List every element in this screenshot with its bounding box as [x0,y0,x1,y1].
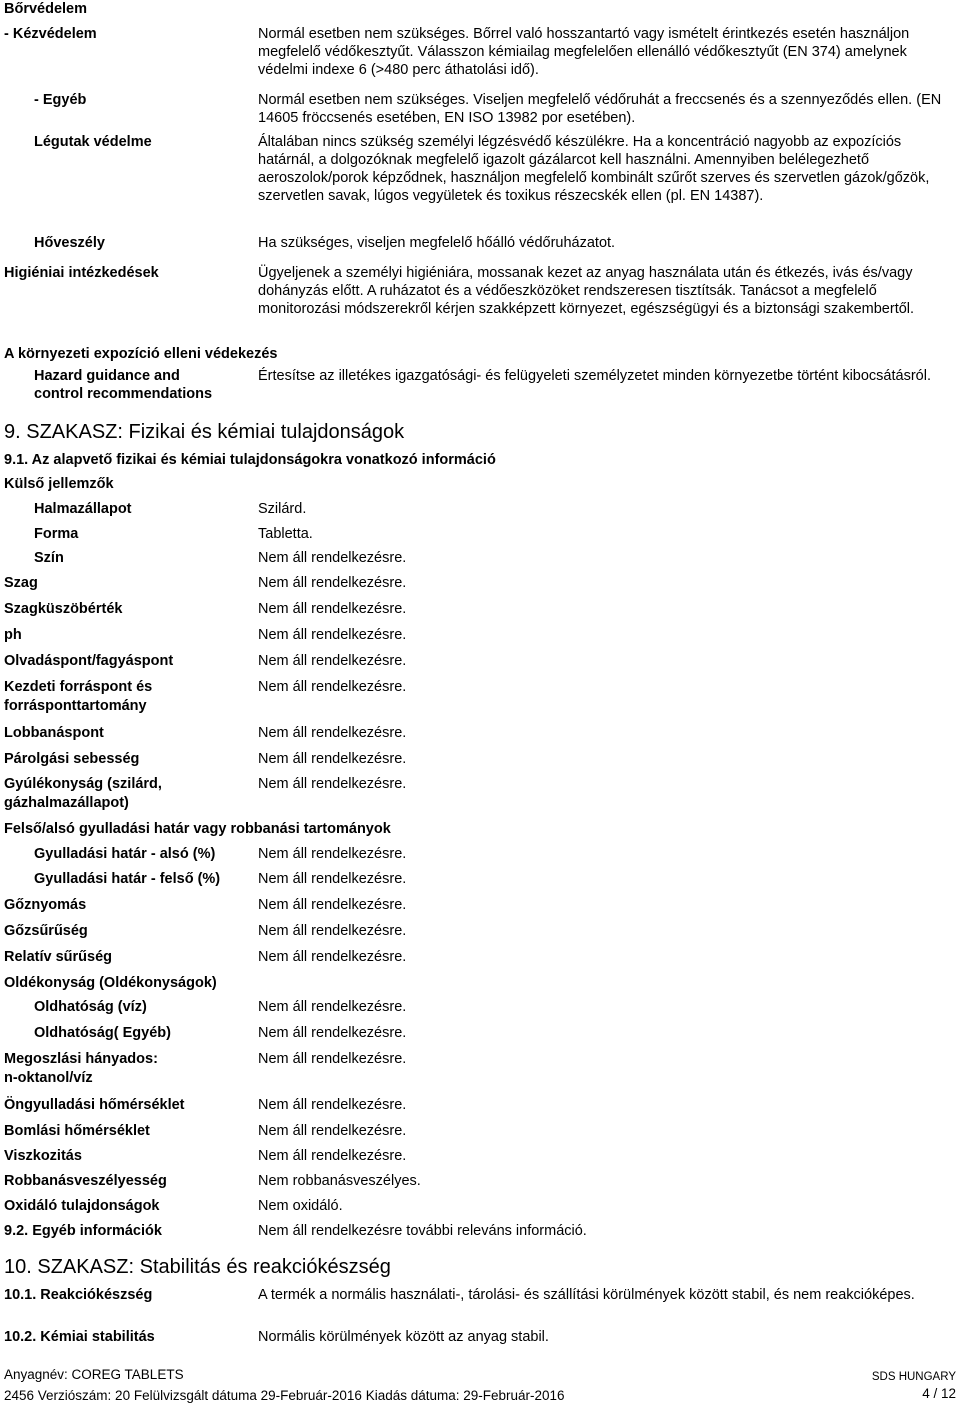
property-label: Robbanásveszélyesség [4,1173,167,1189]
hazard-guidance-label-2: control recommendations [34,386,213,402]
property-label: Szag [4,575,38,591]
property-label: Szín [34,550,64,566]
property-label: Gyúlékonyság (szilárd, [4,776,162,792]
hygiene-measures-label: Higiéniai intézkedések [4,265,159,281]
property-value: Nem áll rendelkezésre. [258,653,407,669]
property-label: Viszkozitás [4,1148,82,1164]
skin-protection-heading: Bőrvédelem [4,1,88,17]
property-value: Nem áll rendelkezésre. [258,923,407,939]
property-label: Öngyulladási hőmérséklet [4,1097,185,1113]
property-label: Halmazállapot [34,501,132,517]
property-label: Kezdeti forráspont és [4,679,153,695]
property-label: Párolgási sebesség [4,751,140,767]
section-10-title: 10. SZAKASZ: Stabilitás és reakciókészség [4,1256,391,1278]
property-value: Nem áll rendelkezésre. [258,627,407,643]
property-label: Gyulladási határ - alsó (%) [34,846,216,862]
reactivity-text: A termék a normális használati-, tárolási- és szállítási körülmények között stabil, és nem reakcióképes. [258,1287,915,1303]
solubility-heading: Oldékonyság (Oldékonyságok) [4,975,217,991]
section-9-title: 9. SZAKASZ: Fizikai és kémiai tulajdonságok [4,421,405,443]
property-value: Nem áll rendelkezésre. [258,550,407,566]
property-value: Nem áll rendelkezésre. [258,751,407,767]
property-label: Gyulladási határ - felső (%) [34,871,221,887]
property-value: Tabletta. [258,526,313,542]
appearance-heading: Külső jellemzők [4,476,114,492]
reactivity-label: 10.1. Reakciókészség [4,1287,153,1303]
property-value: Nem áll rendelkezésre. [258,725,407,741]
property-label: Oxidáló tulajdonságok [4,1198,160,1214]
hazard-guidance-text: Értesítse az illetékes igazgatósági- és felügyeleti személyzetet minden környezetbe történt kibocsátásról. [258,368,931,384]
footer-page-number: 4 / 12 [922,1386,956,1401]
thermal-hazard-label: Hőveszély [34,235,105,251]
property-value: Szilárd. [258,501,307,517]
property-label: Olvadáspont/fagyáspont [4,653,174,669]
property-value: Nem áll rendelkezésre. [258,679,407,695]
property-value: Nem oxidáló. [258,1198,343,1214]
hand-protection-text: Normál esetben nem szükséges. Bőrrel való hosszantartó vagy ismételt érintkezés esetén használjon megfelelő védőkesztyűt. Válasszon kémiailag megfelelően ellenálló védőkesztyűt (EN 374) amelynek védelmi indexe 6 (>480 perc áthatolási idő). [258,26,910,78]
hazard-guidance-label-1: Hazard guidance and [34,368,180,384]
environmental-exposure-heading: A környezeti expozíció elleni védekezés [4,346,278,362]
property-label: Relatív sűrűség [4,949,112,965]
property-label-line2: n-oktanol/víz [4,1070,93,1086]
property-label: Forma [34,526,79,542]
property-label: ph [4,627,22,643]
footer-version-dates: 2456 Verziószám: 20 Felülvizsgált dátuma 29-Február-2016 Kiadás dátuma: 29-Február-2016 [4,1388,565,1403]
property-value: Nem áll rendelkezésre. [258,1148,407,1164]
footer-sds-region: SDS HUNGARY [871,1371,956,1383]
respiratory-protection-text: Általában nincs szükség személyi légzésvédő készülékre. Ha a koncentráció nagyobb az expozíciós határnál, a dolgozóknak megfelelő igazolt gázálarcot kell használni. Amennyiben belélegezhető aeroszolok/porok képződnek, használjon megfelelő kombinált szűrőt szerves és szervetlen gázok/gőzök, szervetlen savak, lúgos vegyületek és toxikus részecskék ellen (pl. EN 14387). [258,134,930,204]
chemical-stability-label: 10.2. Kémiai stabilitás [4,1329,155,1345]
property-value: Nem áll rendelkezésre. [258,601,407,617]
thermal-hazard-text: Ha szükséges, viseljen megfelelő hőálló védőruházatot. [258,235,616,251]
section-9-1-heading: 9.1. Az alapvető fizikai és kémiai tulajdonságokra vonatkozó információ [4,452,496,468]
property-label: Oldhatóság (víz) [34,999,147,1015]
property-label: 9.2. Egyéb információk [4,1223,162,1239]
hygiene-measures-text: Ügyeljenek a személyi higiéniára, mossanak kezet az anyag használata után és étkezés, ivás és/vagy dohányzás előtt. A ruházatot és a védőeszközöket rendszeresen tisztítsák. Tanácsot a megfelelő monitorozási módszerekről kérjen szakképzett környezet, egészségügyi és a biztonsági szakembertől. [258,265,915,317]
property-value: Nem áll rendelkezésre. [258,1123,407,1139]
property-value: Nem áll rendelkezésre további releváns információ. [258,1223,587,1239]
property-value: Nem áll rendelkezésre. [258,999,407,1015]
property-value: Nem áll rendelkezésre. [258,1097,407,1113]
footer-product-name: Anyagnév: COREG TABLETS [4,1367,184,1382]
property-value: Nem áll rendelkezésre. [258,949,407,965]
property-label-line2: gázhalmazállapot) [4,795,129,811]
property-value: Nem robbanásveszélyes. [258,1173,421,1189]
property-value: Nem áll rendelkezésre. [258,1051,407,1067]
property-value: Nem áll rendelkezésre. [258,1025,407,1041]
property-label: Gőzsűrűség [4,923,88,939]
property-label: Megoszlási hányados: [4,1051,158,1067]
other-protection-text: Normál esetben nem szükséges. Viseljen megfelelő védőruhát a freccsenés és a szennyeződés ellen. (EN 14605 fröccsenés esetében, EN ISO 13982 por esetében). [258,92,942,126]
flammability-limits-heading: Felső/alsó gyulladási határ vagy robbanási tartományok [4,821,391,837]
property-label: Lobbanáspont [4,725,104,741]
property-label: Szagküszöbérték [4,601,123,617]
property-label: Gőznyomás [4,897,87,913]
property-value: Nem áll rendelkezésre. [258,846,407,862]
respiratory-protection-label: Légutak védelme [34,134,152,150]
property-label: Oldhatóság( Egyéb) [34,1025,171,1041]
property-label-line2: forrásponttartomány [4,698,147,714]
property-value: Nem áll rendelkezésre. [258,575,407,591]
property-value: Nem áll rendelkezésre. [258,776,407,792]
chemical-stability-text: Normális körülmények között az anyag stabil. [258,1329,549,1345]
property-value: Nem áll rendelkezésre. [258,897,407,913]
property-label: Bomlási hőmérséklet [4,1123,150,1139]
other-protection-label: - Egyéb [34,92,87,108]
property-value: Nem áll rendelkezésre. [258,871,407,887]
hand-protection-label: - Kézvédelem [4,26,97,42]
